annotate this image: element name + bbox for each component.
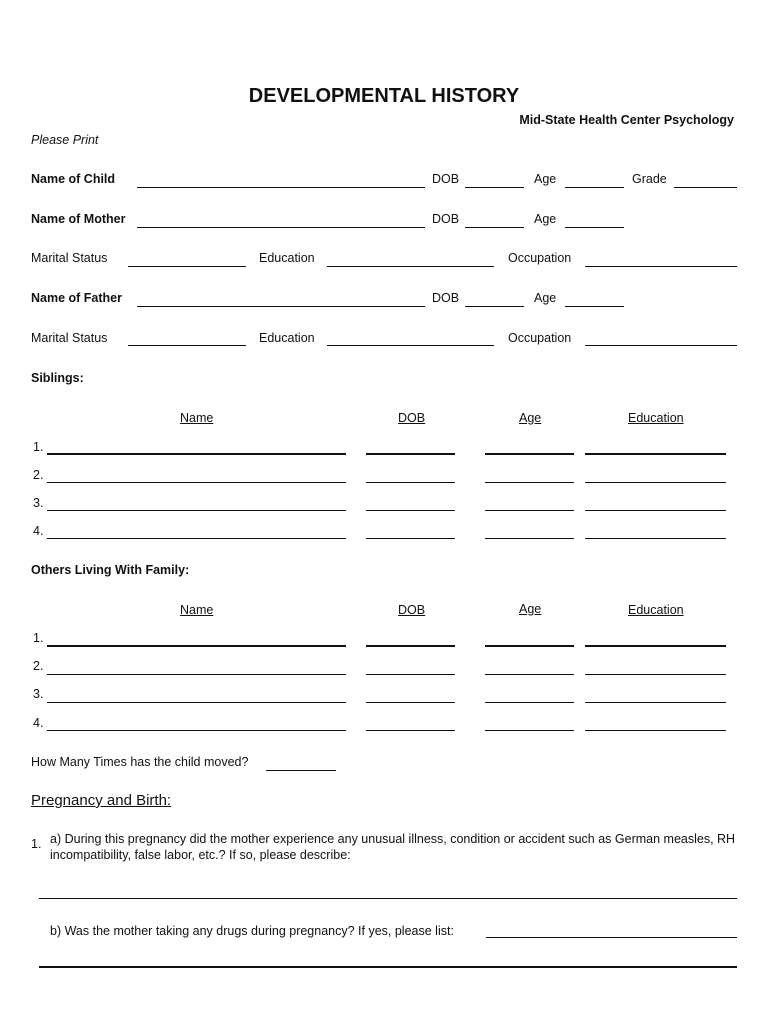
others-column-education: Education [628,603,684,617]
father-education-label: Education [259,331,315,345]
name-of-father-field[interactable] [137,306,425,307]
others-heading: Others Living With Family: [31,563,190,577]
other-4-education-field[interactable] [585,730,726,731]
organization-name: Mid-State Health Center Psychology [519,113,734,127]
child-age-field[interactable] [565,187,624,188]
others-column-dob: DOB [398,603,426,617]
mother-marital-status-label: Marital Status [31,251,108,265]
mother-dob-field[interactable] [465,227,524,228]
child-grade-label: Grade [632,172,667,186]
mother-occupation-field[interactable] [585,266,737,267]
sibling-2-name-field[interactable] [47,482,346,483]
other-4-dob-field[interactable] [366,730,455,731]
sibling-row-number: 4. [33,524,44,538]
sibling-3-age-field[interactable] [485,510,574,511]
question-1b-answer-line-2[interactable] [39,966,737,968]
child-dob-field[interactable] [465,187,524,188]
other-2-dob-field[interactable] [366,674,455,675]
others-row-number: 2. [33,659,44,673]
mother-education-field[interactable] [327,266,494,267]
father-age-label: Age [534,291,557,305]
sibling-1-dob-field[interactable] [366,453,455,455]
sibling-4-education-field[interactable] [585,538,726,539]
child-grade-field[interactable] [674,187,737,188]
others-row-number: 3. [33,687,44,701]
please-print-note: Please Print [31,133,99,147]
sibling-1-education-field[interactable] [585,453,726,455]
sibling-row-number: 1. [33,440,44,454]
sibling-4-dob-field[interactable] [366,538,455,539]
siblings-column-age: Age [519,411,542,425]
other-4-name-field[interactable] [47,730,346,731]
moved-count-field[interactable] [266,770,336,771]
question-1b-answer-field[interactable] [486,937,737,938]
others-column-name: Name [180,603,214,617]
question-1b-text: b) Was the mother taking any drugs during pregnancy? If yes, please list: [50,924,454,938]
siblings-column-education: Education [628,411,684,425]
mother-occupation-label: Occupation [508,251,572,265]
page-title: DEVELOPMENTAL HISTORY [248,85,520,107]
other-1-education-field[interactable] [585,645,726,647]
mother-education-label: Education [259,251,315,265]
sibling-2-education-field[interactable] [585,482,726,483]
father-occupation-label: Occupation [508,331,572,345]
sibling-3-dob-field[interactable] [366,510,455,511]
name-of-mother-label: Name of Mother [31,212,126,226]
other-3-dob-field[interactable] [366,702,455,703]
pregnancy-birth-heading: Pregnancy and Birth: [31,792,172,809]
question-1a-answer-field[interactable] [39,898,737,899]
siblings-heading: Siblings: [31,371,84,385]
name-of-child-label: Name of Child [31,172,116,186]
others-row-number: 1. [33,631,44,645]
other-2-education-field[interactable] [585,674,726,675]
other-4-age-field[interactable] [485,730,574,731]
name-of-mother-field[interactable] [137,227,425,228]
father-marital-status-field[interactable] [128,345,246,346]
other-3-age-field[interactable] [485,702,574,703]
child-dob-label: DOB [432,172,460,186]
sibling-2-dob-field[interactable] [366,482,455,483]
sibling-4-name-field[interactable] [47,538,346,539]
name-of-child-field[interactable] [137,187,425,188]
father-marital-status-label: Marital Status [31,331,108,345]
siblings-column-dob: DOB [398,411,426,425]
father-dob-label: DOB [432,291,460,305]
question-1a-text: a) During this pregnancy did the mother experience any unusual illness, condition or accident such as German measles, RH incompatibility, false labor, etc.? If so, please describe: [50,832,736,862]
sibling-3-name-field[interactable] [47,510,346,511]
sibling-1-name-field[interactable] [47,453,346,455]
name-of-father-label: Name of Father [31,291,122,305]
sibling-2-age-field[interactable] [485,482,574,483]
father-occupation-field[interactable] [585,345,737,346]
sibling-3-education-field[interactable] [585,510,726,511]
other-3-education-field[interactable] [585,702,726,703]
others-row-number: 4. [33,716,44,730]
mother-age-label: Age [534,212,557,226]
other-2-age-field[interactable] [485,674,574,675]
mother-dob-label: DOB [432,212,460,226]
sibling-row-number: 2. [33,468,44,482]
sibling-1-age-field[interactable] [485,453,574,455]
other-1-dob-field[interactable] [366,645,455,647]
father-education-field[interactable] [327,345,494,346]
other-3-name-field[interactable] [47,702,346,703]
moved-question-label: How Many Times has the child moved? [31,755,249,769]
question-1-number: 1. [31,837,42,851]
father-dob-field[interactable] [465,306,524,307]
sibling-4-age-field[interactable] [485,538,574,539]
father-age-field[interactable] [565,306,624,307]
child-age-label: Age [534,172,557,186]
mother-age-field[interactable] [565,227,624,228]
others-column-age: Age [519,602,542,616]
sibling-row-number: 3. [33,496,44,510]
other-1-name-field[interactable] [47,645,346,647]
other-1-age-field[interactable] [485,645,574,647]
other-2-name-field[interactable] [47,674,346,675]
mother-marital-status-field[interactable] [128,266,246,267]
siblings-column-name: Name [180,411,214,425]
